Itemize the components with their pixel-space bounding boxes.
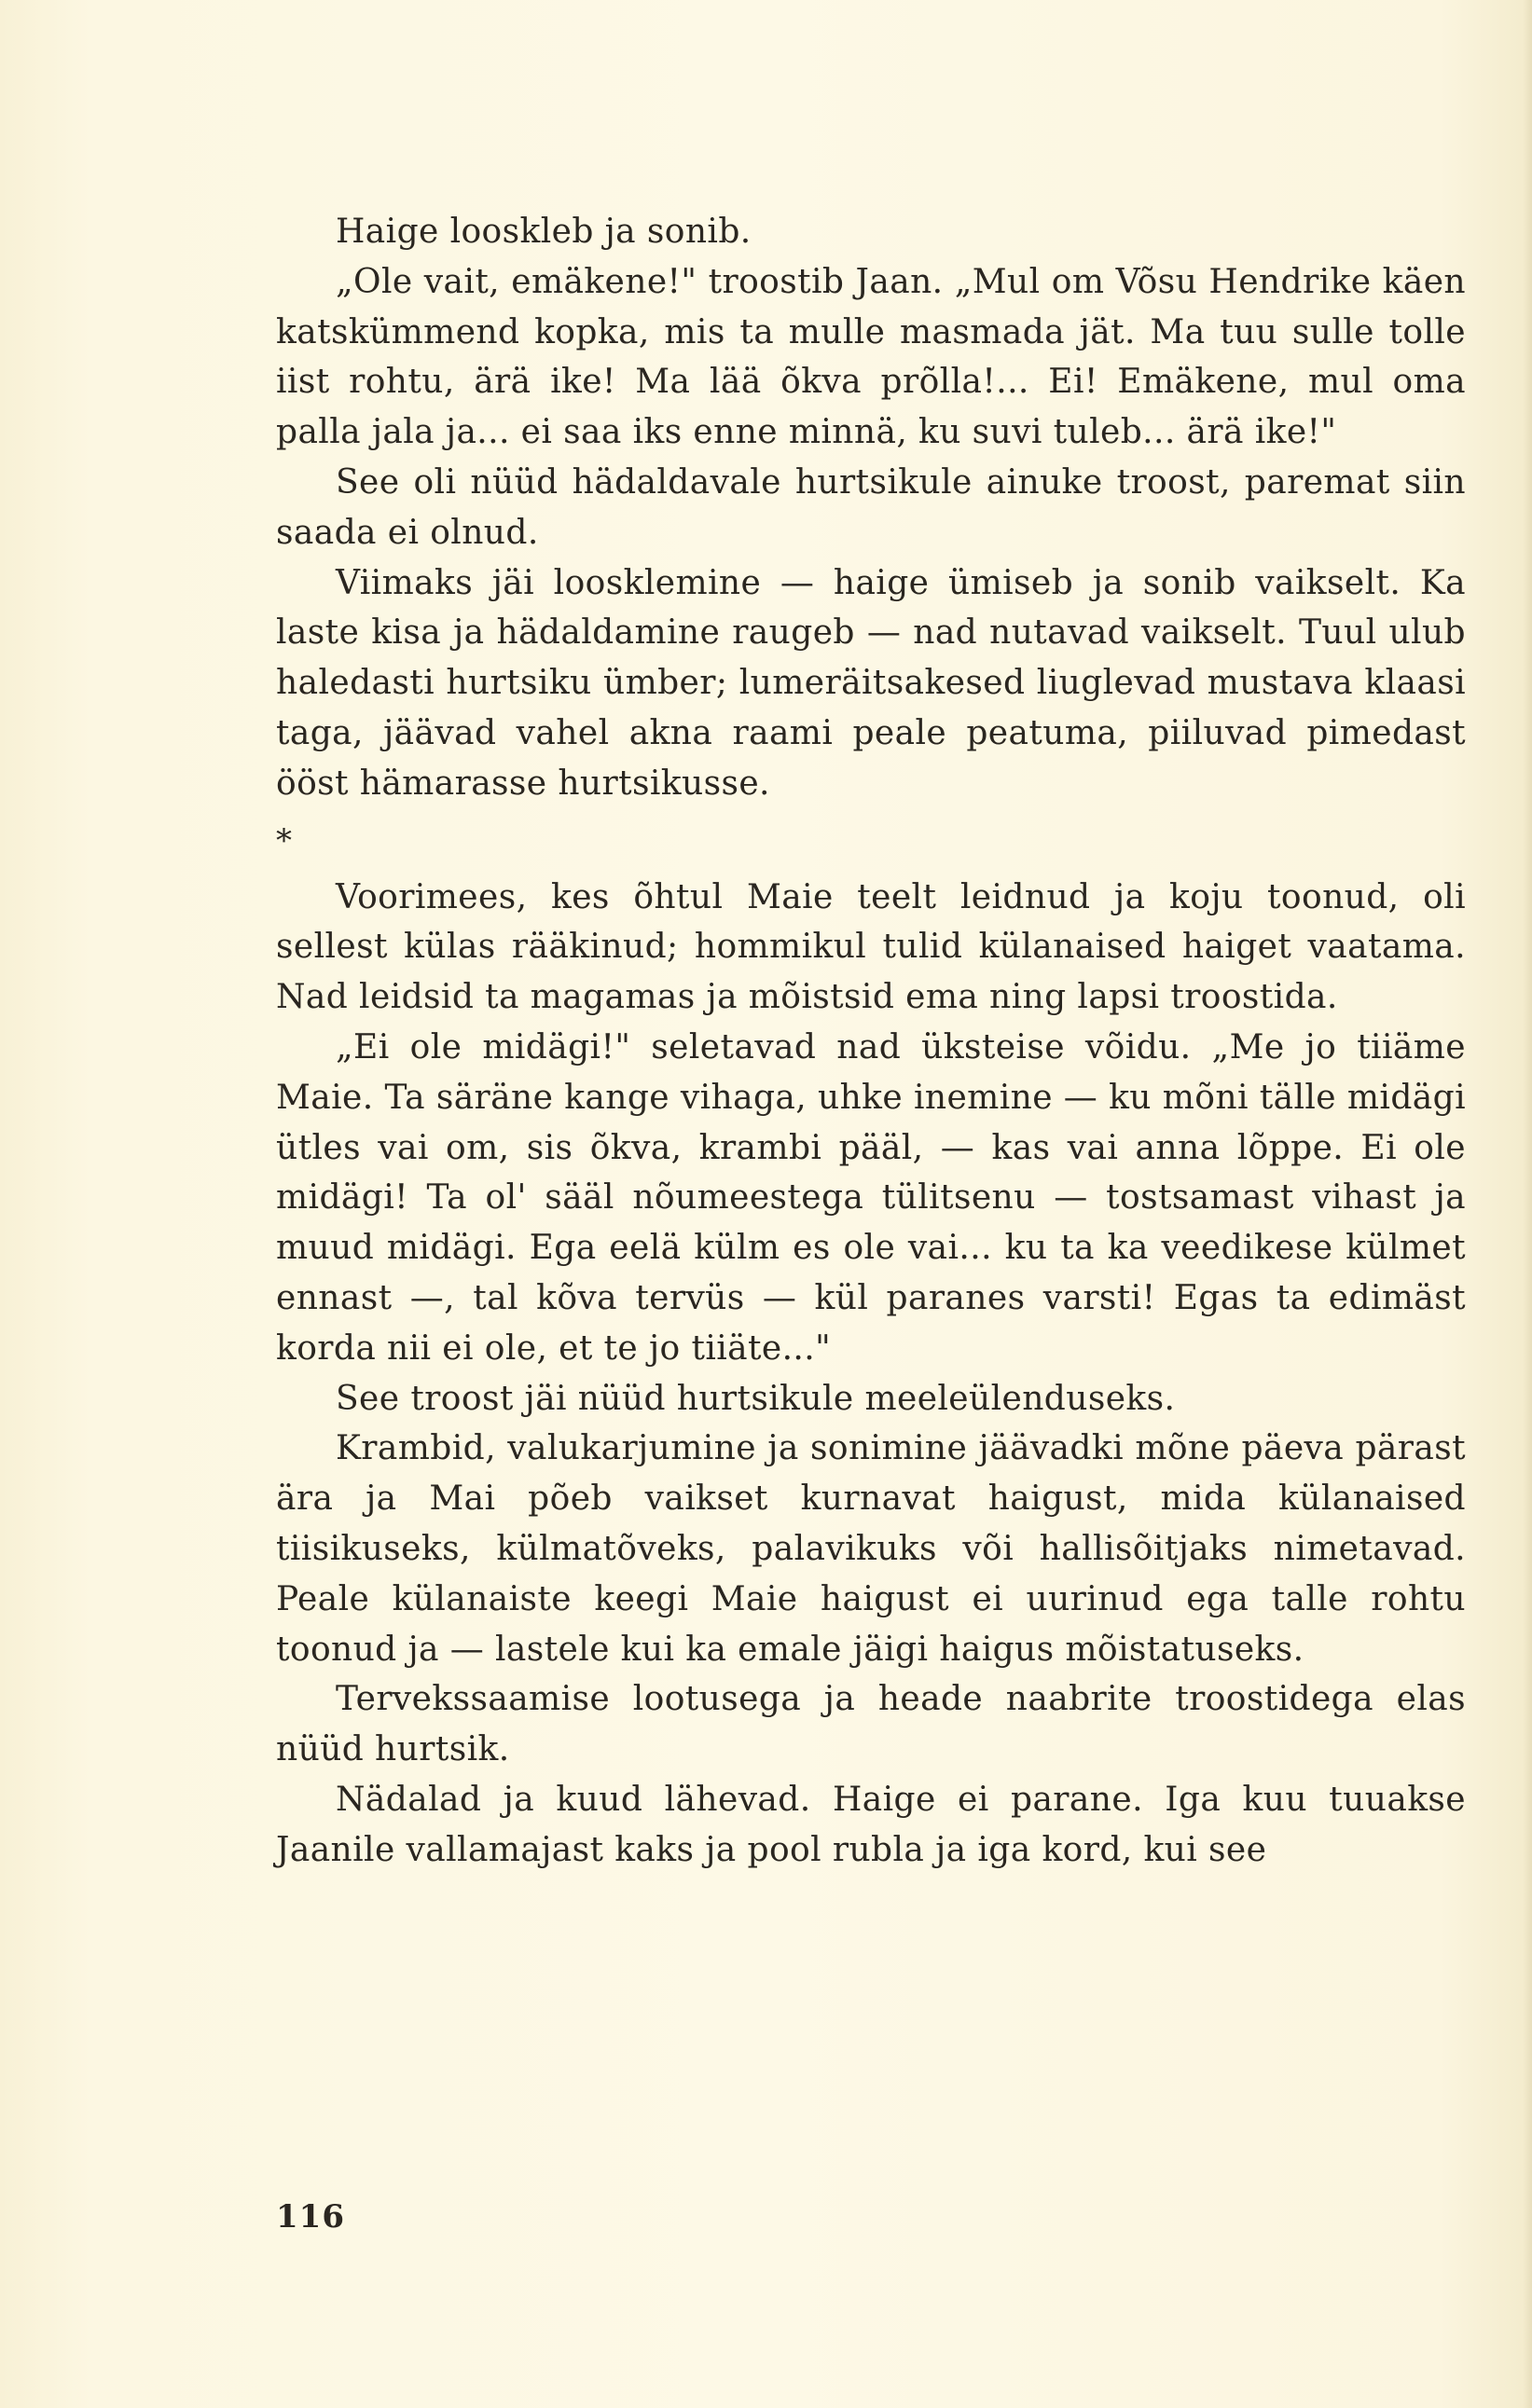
paragraph: Viimaks jäi loosklemine — haige ümiseb ja sonib vaikselt. Ka laste kisa ja hädaldamine raugeb — nad nutavad vaikselt. Tuul ulub haledasti hurtsiku ümber; lumeräitsakesed liuglevad mustava klaasi taga, jäävad vahel akna raami peale peatuma, piiluvad pimedast ööst hämarasse hurtsikusse.: [276, 563, 1466, 803]
paragraph: „Ei ole midägi!" seletavad nad üksteise võidu. „Me jo tiiäme Maie. Ta säräne kange vihaga, uhke inemine — ku mõni tälle midägi ütles vai om, sis õkva, krambi pääl, — kas vai anna lõppe. Ei ole midägi! Ta ol' sääl nõumeestega tülitsenu — tostsamast vihast ja muud midägi. Ega eelä külm es ole vai... ku ta ka veedikese külmet ennast —, tal kõva tervüs — kül paranes varsti! Egas ta edimäst korda nii ei ole, et te jo tiiäte...": [276, 1027, 1466, 1368]
paragraph: Voorimees, kes õhtul Maie teelt leidnud ja koju toonud, oli sellest külas rääkinud; hommikul tulid külanaised haiget vaatama. Nad leidsid ta magamas ja mõistsid ema ning lapsi troostida.: [276, 877, 1466, 1017]
page-number: 116: [276, 2198, 345, 2236]
paragraph: Krambid, valukarjumine ja sonimine jäävadki mõne päeva pärast ära ja Mai põeb vaikset kurnavat haigust, mida külanaised tiisikuseks, külmatõveks, palavikuks või hallisõitjaks nimetavad. Peale külanaiste keegi Maie haigust ei uurinud ega talle rohtu toonud ja — lastele kui ka emale jäigi haigus mõistatuseks.: [276, 1429, 1466, 1669]
paragraph: See oli nüüd hädaldavale hurtsikule ainuke troost, paremat siin saada ei olnud.: [276, 462, 1466, 552]
paragraph: Nädalad ja kuud lähevad. Haige ei parane. Iga kuu tuuakse Jaanile vallamajast kaks ja pool rubla ja iga kord, kui see: [276, 1780, 1466, 1869]
paragraph: Haige looskleb ja sonib.: [336, 213, 752, 251]
paragraph: „Ole vait, emäkene!" troostib Jaan. „Mul om Võsu Hendrike käen katskümmend kopka, mis ta mulle masmada jät. Ma tuu sulle tolle iist rohtu, ärä ike! Ma lää õkva prõlla!... Ei! Emäkene, mul oma palla jala ja... ei saa iks enne minnä, ku suvi tuleb... ärä ike!": [276, 262, 1466, 452]
paragraph: Tervekssaamise lootusega ja heade naabrite troostidega elas nüüd hurtsik.: [276, 1680, 1466, 1769]
body-text: [276, 207, 1466, 1876]
page-edge-shadow: [1523, 0, 1532, 2408]
paragraph: See troost jäi nüüd hurtsikule meeleülenduseks.: [336, 1379, 1176, 1418]
section-divider: *: [276, 821, 293, 860]
